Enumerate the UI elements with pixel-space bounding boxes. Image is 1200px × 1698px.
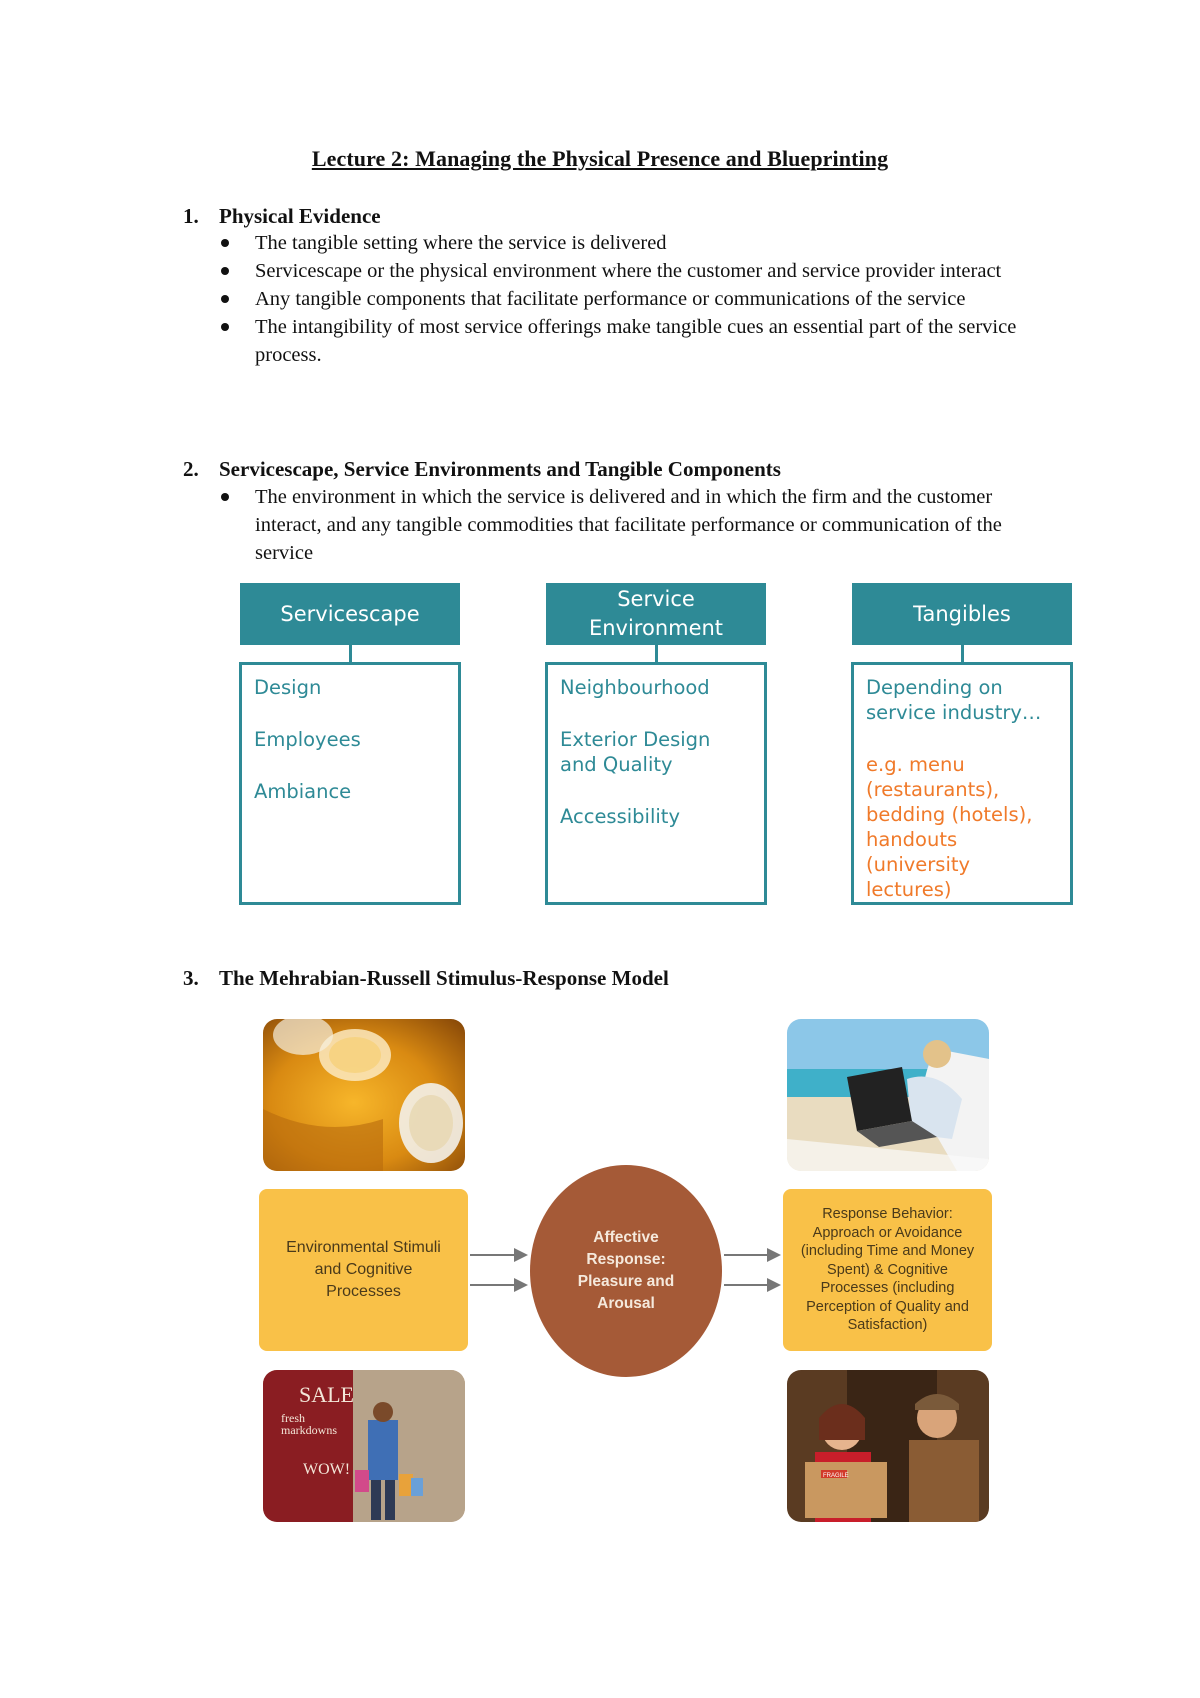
arrow-line xyxy=(470,1254,518,1256)
sale-sign-text: markdowns xyxy=(281,1423,337,1437)
section-3-number: 3. xyxy=(183,966,199,990)
response-behavior-box: Response Behavior: Approach or Avoidance (including Time and Money Spent) & Cognitive Processes (including Perception of Quality and Satisfaction) xyxy=(783,1189,992,1351)
arrow-head-icon xyxy=(514,1278,528,1292)
servicescape-box xyxy=(239,662,461,905)
beach-laptop-photo xyxy=(787,1019,989,1171)
arrow-head-icon xyxy=(514,1248,528,1262)
section-2-number: 2. xyxy=(183,457,199,481)
bullet-icon xyxy=(221,493,229,501)
bullet-icon xyxy=(221,239,229,247)
arrow-line xyxy=(724,1254,770,1256)
arrow-line xyxy=(724,1284,770,1286)
sale-shopper-photo xyxy=(263,1370,465,1522)
connector-line xyxy=(655,645,658,663)
sale-sign-text: fresh xyxy=(281,1411,305,1425)
sale-sign-text: SALE xyxy=(299,1382,354,1407)
service-environment-item: Accessibility xyxy=(560,805,680,828)
bullet-item: The tangible setting where the service is delivered xyxy=(219,229,1059,257)
bullet-item: Any tangible components that facilitate performance or communications of the service xyxy=(219,285,1059,313)
connector-line xyxy=(349,645,352,663)
service-environment-header: Service Environment xyxy=(546,583,766,645)
service-environment-item: Neighbourhood xyxy=(560,676,710,699)
delivery-photo xyxy=(787,1370,989,1522)
connector-line xyxy=(961,645,964,663)
affective-response-oval: Affective Response: Pleasure and Arousal xyxy=(530,1165,722,1377)
sale-sign-text: WOW! xyxy=(303,1461,351,1478)
servicescape-item: Employees xyxy=(254,728,361,751)
section-1-heading: Physical Evidence xyxy=(219,204,381,228)
bullet-item: The environment in which the service is delivered and in which the firm and the customer interact, and any tangible commodities that facilitate performance or communication of the service xyxy=(219,483,1059,567)
section-3-heading: The Mehrabian-Russell Stimulus-Response Model xyxy=(219,966,669,990)
box-label: FRAGILE xyxy=(823,1473,849,1479)
arrow-head-icon xyxy=(767,1278,781,1292)
bullet-item: Servicescape or the physical environment where the customer and service provider interact xyxy=(219,257,1059,285)
arrow-line xyxy=(470,1284,518,1286)
section-1-number: 1. xyxy=(183,204,199,228)
page-title: Lecture 2: Managing the Physical Presence and Blueprinting xyxy=(311,146,889,171)
tangibles-intro: Depending on service industry… xyxy=(866,676,1042,724)
beer-photo xyxy=(263,1019,465,1171)
service-environment-box xyxy=(545,662,767,905)
bullet-icon xyxy=(221,295,229,303)
servicescape-item: Design xyxy=(254,676,322,699)
servicescape-header: Servicescape xyxy=(240,583,460,645)
section-1-bullets xyxy=(219,229,1059,369)
section-2-bullets xyxy=(219,483,1059,567)
section-2-heading: Servicescape, Service Environments and Tangible Components xyxy=(219,457,781,481)
tangibles-example: e.g. menu (restaurants), bedding (hotels), handouts (university lectures) xyxy=(866,753,1033,901)
servicescape-item: Ambiance xyxy=(254,780,352,803)
environmental-stimuli-box: Environmental Stimuli and Cognitive Processes xyxy=(259,1189,468,1351)
arrow-head-icon xyxy=(767,1248,781,1262)
tangibles-box xyxy=(851,662,1073,905)
bullet-item: The intangibility of most service offerings make tangible cues an essential part of the service process. xyxy=(219,313,1059,369)
tangibles-header: Tangibles xyxy=(852,583,1072,645)
service-environment-item: Exterior Design and Quality xyxy=(560,728,711,776)
bullet-icon xyxy=(221,323,229,331)
bullet-icon xyxy=(221,267,229,275)
